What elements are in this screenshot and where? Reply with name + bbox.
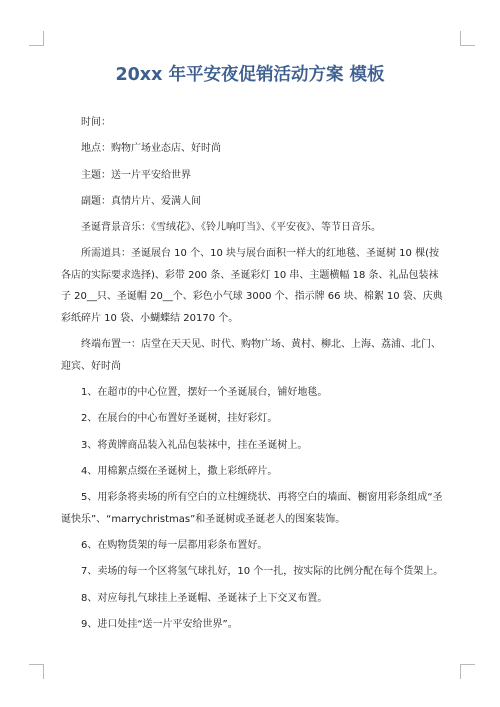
list-item: 3、将黄牌商品装入礼品包装袜中，挂在圣诞树上。 <box>81 439 308 451</box>
list-item: 7、卖场的每一个区将氢气球扎好，10 个一扎，按实际的比例分配在每个货架上。 <box>81 566 444 578</box>
list-item: 6、在购物货架的每一层都用彩条布置好。 <box>81 540 268 552</box>
document-title: 20xx 年平安夜促销活动方案 模板 <box>115 65 385 85</box>
list-item: 5、用彩条将卖场的所有空白的立柱缠绕状、再将空白的墙面、橱窗用彩条组成“圣诞快乐”、“marrychristmas”和圣诞树或圣诞老人的图案装饰。 <box>61 492 443 525</box>
paragraph-subtitle: 副题：真情片片、爱满人间 <box>81 195 201 207</box>
list-item: 1、在超市的中心位置，摆好一个圣诞展台，铺好地毯。 <box>81 387 328 399</box>
paragraph-location: 地点：购物广场业态店、好时尚 <box>81 143 221 155</box>
crop-mark-top-right <box>460 31 475 46</box>
crop-mark-bottom-right <box>460 664 475 679</box>
list-item: 4、用棉絮点缀在圣诞树上，撒上彩纸碎片。 <box>81 465 278 477</box>
paragraph-props: 所需道具：圣诞展台 10 个、10 块与展台面积一样大的红地毯、圣诞树 10 棵(按各店的实际要求选择)、彩带 200 条、圣诞彩灯 10 串、主题横幅 18 条、礼品包装袜子 20__只、圣诞帽 20__个、彩色小气球 3000 个、指示牌 66 块、棉絮 10 袋、庆典彩纸碎片 10 袋、小蝴蝶结 20170 个。 <box>61 248 443 324</box>
paragraph-layout: 终端布置一：店堂在天天见、时代、购物广场、黄村、柳北、上海、荔浦、北门、迎宾、好时尚 <box>61 339 441 372</box>
paragraph-theme: 主题：送一片平安给世界 <box>81 169 191 181</box>
list-item: 2、在展台的中心布置好圣诞树，挂好彩灯。 <box>81 413 278 425</box>
document-body <box>61 112 448 640</box>
list-item: 8、对应每扎气球挂上圣诞帽、圣诞袜子上下交叉布置。 <box>81 592 328 604</box>
crop-mark-bottom-left <box>29 664 44 679</box>
paragraph-music: 圣诞背景音乐：《雪绒花》、《铃儿响叮当》、《平安夜》、等节日音乐。 <box>81 222 381 234</box>
crop-mark-top-left <box>29 31 44 46</box>
paragraph-time: 时间： <box>81 117 111 128</box>
list-item: 9、进口处挂“送一片平安给世界”。 <box>81 618 238 630</box>
